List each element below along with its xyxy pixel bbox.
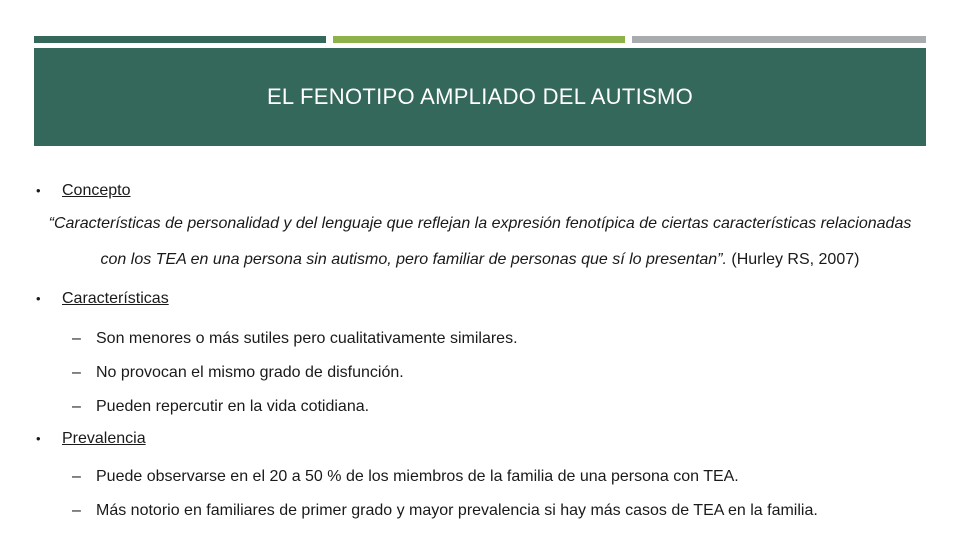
accent-bar-lime	[333, 36, 625, 43]
caracteristica-1: Son menores o más sutiles pero cualitativamente similares.	[96, 330, 518, 347]
dash-icon: –	[72, 502, 81, 519]
bullet-icon: •	[36, 431, 41, 446]
bullet-concepto	[34, 178, 926, 204]
dash-icon: –	[72, 468, 81, 485]
list-item	[34, 460, 926, 494]
bullet-icon: •	[36, 291, 41, 306]
slide-title: EL FENOTIPO AMPLIADO DEL AUTISMO	[266, 84, 694, 109]
accent-bar-gray	[632, 36, 926, 43]
title-banner	[34, 48, 926, 146]
list-item	[34, 322, 926, 356]
accent-bar-green	[34, 36, 326, 43]
list-item	[34, 356, 926, 390]
bullet-prevalencia	[34, 426, 926, 452]
concepto-quote	[34, 206, 926, 278]
concepto-heading: Concepto	[62, 182, 131, 199]
quote-citation: (Hurley RS, 2007)	[726, 251, 860, 268]
slide-body	[34, 178, 926, 528]
caracteristica-2: No provocan el mismo grado de disfunción.	[96, 364, 404, 381]
dash-icon: –	[72, 398, 81, 415]
prevalencia-heading: Prevalencia	[62, 430, 146, 447]
bullet-caracteristicas	[34, 286, 926, 312]
list-item	[34, 494, 926, 528]
bullet-icon: •	[36, 183, 41, 198]
prevalencia-1: Puede observarse en el 20 a 50 % de los miembros de la familia de una persona con TEA.	[96, 468, 739, 485]
dash-icon: –	[72, 330, 81, 347]
dash-icon: –	[72, 364, 81, 381]
list-item	[34, 390, 926, 424]
prevalencia-2: Más notorio en familiares de primer grado y mayor prevalencia si hay más casos de TEA en la familia.	[96, 502, 818, 519]
caracteristica-3: Pueden repercutir en la vida cotidiana.	[96, 398, 370, 415]
caracteristicas-heading: Características	[62, 290, 169, 307]
quote-text: “Características de personalidad y del lenguaje que reflejan la expresión fenotípica de ciertas características relacionadas con los TEA en una persona sin autismo, pero familiar de personas que sí lo presentan”.	[48, 215, 912, 268]
